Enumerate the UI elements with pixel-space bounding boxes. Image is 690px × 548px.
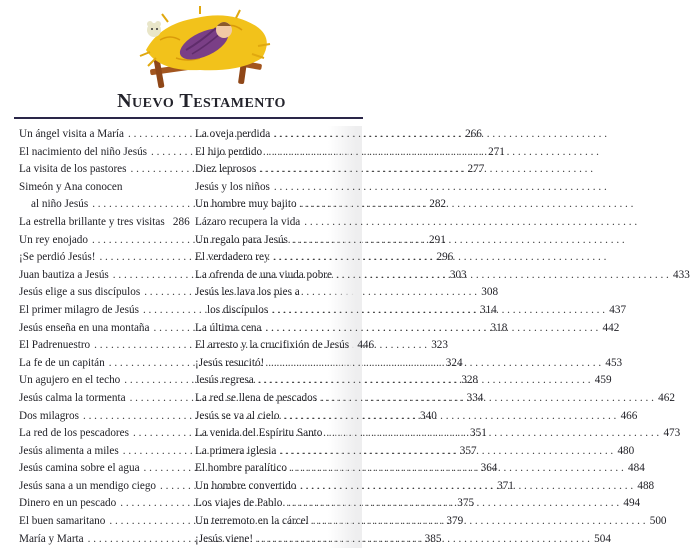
page-number: 375: [457, 497, 475, 510]
contents-entry: [195, 284, 362, 302]
dot-leader: [300, 478, 633, 496]
dot-leader: [258, 372, 591, 390]
story-title: Dinero en un pescado: [19, 497, 117, 510]
story-title: Jesús alimenta a miles: [19, 444, 119, 457]
story-title: Jesús se va al cielo: [195, 409, 280, 422]
page-number: 318: [490, 321, 508, 334]
page-number: 308: [481, 286, 499, 299]
dot-leader: [268, 355, 601, 373]
page-number: 324: [445, 356, 463, 369]
story-title: ¡Jesús viene!: [195, 532, 254, 545]
page-number: 433: [673, 268, 690, 281]
story-title: El nacimiento del niño Jesús: [19, 145, 148, 158]
page-number: 323: [431, 339, 448, 352]
story-title: ¡Jesús resucitó!: [195, 356, 265, 369]
dot-leader: [301, 196, 634, 214]
page-number: 282: [429, 198, 447, 211]
story-title: Un ángel visita a María: [19, 128, 125, 140]
page-number: 494: [623, 497, 641, 510]
page-number: 437: [609, 303, 627, 316]
dot-leader: [274, 249, 607, 267]
page-number: 504: [594, 532, 611, 545]
page-number: 385: [424, 532, 442, 545]
dot-leader: [272, 302, 605, 320]
dot-leader: [280, 443, 613, 461]
story-title: Un terremoto en la cárcel: [195, 515, 309, 528]
story-title: Los viajes de Pablo: [195, 497, 283, 510]
page-number: 473: [663, 427, 681, 440]
story-title: El primer milagro de Jesús: [19, 303, 139, 316]
contents-entry: [19, 214, 188, 232]
story-title: El verdadero rey: [195, 251, 270, 264]
dot-leader: [304, 214, 637, 232]
page-number: 334: [466, 391, 484, 404]
title-rule: [14, 117, 363, 119]
story-title: María y Marta: [19, 532, 84, 545]
story-title: Jesús les lava los pies a: [195, 286, 300, 299]
story-title: Un rey enojado: [19, 233, 88, 246]
story-title: Jesús y los niños: [195, 180, 270, 193]
page-number: 480: [617, 444, 635, 457]
story-title: El arresto y la crucifixión de Jesús: [195, 339, 350, 352]
story-title: La venida del Espíritu Santo: [195, 427, 323, 440]
story-title: Jesús sana a un mendigo ciego: [19, 479, 157, 492]
dot-leader: [313, 513, 646, 531]
story-title: Jesús regresa: [195, 374, 254, 387]
story-title: Jesús calma la tormenta: [19, 391, 126, 404]
table-of-contents: [19, 126, 690, 548]
page-number: 266: [465, 128, 482, 140]
page-number: 453: [605, 356, 623, 369]
story-title: al niño Jesús: [31, 198, 89, 211]
page-number: 351: [470, 427, 487, 440]
page-number: 340: [420, 409, 437, 422]
story-title: Juan bautiza a Jesús: [19, 268, 109, 281]
page-number: 303: [449, 268, 467, 281]
page-number: 328: [461, 374, 479, 387]
dot-leader: [274, 126, 607, 144]
contents-entry: [195, 196, 362, 214]
page-number: 466: [620, 409, 638, 422]
contents-entry: [195, 232, 362, 250]
contents-entry: [195, 179, 362, 197]
page-title: Nuevo Testamento: [117, 90, 286, 112]
story-title: los discípulos: [207, 303, 269, 316]
manger-with-baby-icon: [0, 0, 403, 96]
page-number: 500: [649, 515, 667, 528]
contents-entry: [195, 337, 375, 355]
story-title: Dos milagros: [19, 409, 79, 422]
dot-leader: [266, 144, 599, 162]
page-number: 488: [637, 479, 655, 492]
story-title: Jesús elige a sus discípulos: [19, 286, 141, 299]
story-title: Lázaro recupera la vida: [195, 215, 301, 228]
page-number: 364: [480, 462, 498, 475]
page-number: 462: [658, 391, 675, 404]
page-number: 371: [497, 479, 514, 492]
story-title: La primera iglesia: [195, 444, 277, 457]
story-title: El hijo perdido: [195, 145, 263, 158]
story-title: Simeón y Ana conocen: [19, 180, 123, 193]
story-title: La red se llena de pescados: [195, 391, 318, 404]
story-title: Un hombre convertido: [195, 479, 297, 492]
dot-leader: [326, 425, 659, 443]
dot-leader: [336, 267, 669, 285]
story-title: La estrella brillante y tres visitas: [19, 215, 165, 228]
page-number: 442: [602, 321, 620, 334]
page-number: 277: [467, 163, 485, 176]
story-title: Un agujero en el techo: [19, 374, 121, 387]
story-title: La ofrenda de una viuda pobre: [195, 268, 332, 281]
page-number: 357: [459, 444, 477, 457]
contents-entry: [195, 144, 362, 162]
story-title: La red de los pescadores: [19, 427, 129, 440]
story-title: Jesús enseña en una montaña: [19, 321, 150, 334]
contents-entry: [195, 161, 362, 179]
page-number: 459: [594, 374, 612, 387]
story-title: El buen samaritano: [19, 515, 106, 528]
lamb: [147, 21, 161, 37]
dot-leader: [292, 232, 625, 250]
page-number: 314: [479, 303, 497, 316]
story-title: Jesús camina sobre el agua: [19, 462, 140, 475]
story-title: El Padrenuestro: [19, 339, 91, 352]
contents-entry: [195, 126, 362, 144]
page-number: 291: [429, 233, 446, 246]
story-title: La oveja perdida: [195, 128, 271, 140]
dot-leader: [321, 390, 654, 408]
story-title: Un regalo para Jesús: [195, 233, 288, 246]
page-number: 379: [446, 515, 464, 528]
contents-entry: [195, 214, 362, 232]
page-number: 484: [628, 462, 645, 475]
story-title: La última cena: [195, 321, 262, 334]
contents-entry: [19, 179, 188, 197]
dot-leader: [257, 531, 590, 548]
dot-leader: [274, 179, 607, 197]
dot-leader: [265, 320, 598, 338]
page-number: 446: [357, 339, 375, 352]
page-number: 271: [488, 145, 505, 158]
page-number: 286: [172, 215, 190, 228]
story-title: La visita de los pastores: [19, 163, 127, 176]
story-title: La fe de un capitán: [19, 356, 105, 369]
dot-leader: [284, 408, 617, 426]
dot-leader: [286, 495, 619, 513]
contents-entry: [195, 249, 362, 267]
story-title: El hombre paralítico: [195, 462, 287, 475]
dot-leader: [291, 460, 624, 478]
story-title: ¡Se perdió Jesús!: [19, 251, 96, 264]
story-title: Diez leprosos: [195, 163, 257, 176]
story-title: Un hombre muy bajito: [195, 198, 297, 211]
dot-leader: [260, 161, 593, 179]
page-number: 296: [436, 251, 454, 264]
